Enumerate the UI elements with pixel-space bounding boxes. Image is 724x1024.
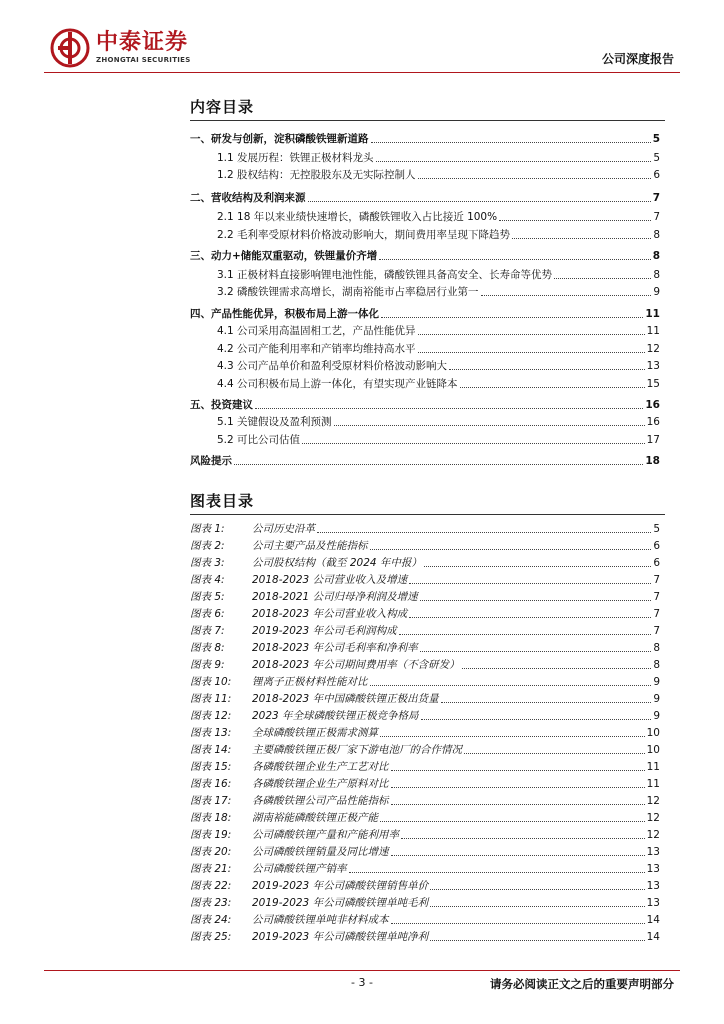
company-logo [50, 28, 191, 68]
footer-divider [44, 970, 680, 971]
figure-leader-dots [430, 940, 645, 941]
figure-page: 11 [646, 761, 660, 773]
figure-number: 图表 11: [190, 693, 232, 705]
toc-leader-dots [512, 238, 651, 239]
toc-entry-page: 16 [645, 399, 660, 411]
toc-entry-label: 2.1 18 年以来业绩快速增长，磷酸铁锂收入占比接近 100% [217, 211, 498, 223]
toc-leader-dots [418, 334, 645, 335]
figure-entry[interactable] [190, 877, 660, 893]
toc-entry[interactable] [190, 340, 660, 356]
toc-entry[interactable] [190, 166, 660, 182]
figure-number: 图表 2: [190, 540, 225, 552]
figure-caption: 各磷酸铁锂企业生产原料对比 [252, 778, 389, 790]
figure-entry[interactable] [190, 775, 660, 791]
figure-page: 7 [653, 591, 660, 603]
toc-leader-dots [418, 178, 652, 179]
figure-page: 12 [646, 812, 660, 824]
figure-number: 图表 21: [190, 863, 232, 875]
toc-leader-dots [481, 295, 652, 296]
toc-entry[interactable] [190, 226, 660, 242]
toc-entry[interactable] [190, 375, 660, 391]
figure-entry[interactable] [190, 809, 660, 825]
toc-entry-label: 四、产品性能优异，积极布局上游一体化 [190, 308, 379, 320]
figure-leader-dots [391, 923, 645, 924]
figure-leader-dots [420, 651, 652, 652]
toc-entry[interactable] [190, 431, 660, 447]
figure-leader-dots [391, 787, 645, 788]
toc-entry-page: 13 [646, 360, 660, 372]
toc-entry[interactable] [190, 247, 660, 263]
figure-leader-dots [441, 702, 652, 703]
figure-leader-dots [391, 770, 645, 771]
toc-leader-dots [499, 220, 651, 221]
toc-entry-label: 5.1 关键假设及盈利预测 [217, 416, 332, 428]
figure-entry[interactable] [190, 588, 660, 604]
toc-entry-page: 8 [653, 229, 660, 241]
toc-entry[interactable] [190, 130, 660, 146]
figure-leader-dots [391, 855, 645, 856]
figure-page: 9 [653, 676, 660, 688]
toc-entry-page: 5 [653, 152, 660, 164]
toc-leader-dots [308, 201, 651, 202]
figure-entry[interactable] [190, 622, 660, 638]
figure-page: 10 [646, 727, 660, 739]
toc-leader-dots [302, 443, 645, 444]
figure-entry[interactable] [190, 741, 660, 757]
toc-entry[interactable] [190, 396, 660, 412]
figure-leader-dots [464, 753, 645, 754]
figure-page: 6 [653, 557, 660, 569]
figure-caption: 2019-2023 年公司磷酸铁锂单吨净利 [252, 931, 429, 943]
toc-entry-label: 4.2 公司产能利用率和产销率均维持高水平 [217, 343, 416, 355]
toc-entry[interactable] [190, 305, 660, 321]
figure-number: 图表 17: [190, 795, 232, 807]
figure-number: 图表 1: [190, 523, 225, 535]
figure-entry[interactable] [190, 673, 660, 689]
figure-caption: 锂离子正极材料性能对比 [252, 676, 368, 688]
figure-leader-dots [380, 736, 645, 737]
toc-leader-dots [418, 352, 645, 353]
figure-number: 图表 16: [190, 778, 232, 790]
figure-leader-dots [462, 668, 652, 669]
figure-caption: 公司主要产品及性能指标 [252, 540, 368, 552]
figure-entry[interactable] [190, 571, 660, 587]
toc-entry-label: 4.1 公司采用高温固相工艺，产品性能优异 [217, 325, 416, 337]
page-header [0, 0, 724, 80]
toc-leader-dots [449, 369, 645, 370]
toc-entry-page: 18 [645, 455, 660, 467]
toc-entry-page: 9 [653, 286, 660, 298]
figure-entry[interactable] [190, 792, 660, 808]
toc-entry-page: 8 [652, 250, 660, 262]
figure-entry[interactable] [190, 690, 660, 706]
figure-entry[interactable] [190, 707, 660, 723]
figure-page: 13 [646, 897, 660, 909]
report-type: 公司深度报告 [601, 52, 674, 66]
figure-page: 10 [646, 744, 660, 756]
figure-entry[interactable] [190, 758, 660, 774]
figure-caption: 湖南裕能磷酸铁锂正极产能 [252, 812, 378, 824]
figure-page: 7 [653, 625, 660, 637]
figure-number: 图表 3: [190, 557, 225, 569]
toc-entry-label: 3.2 磷酸铁锂需求高增长，湖南裕能市占率稳居行业第一 [217, 286, 479, 298]
figure-page: 12 [646, 795, 660, 807]
figure-number: 图表 15: [190, 761, 232, 773]
toc-leader-dots [371, 142, 651, 143]
figure-entry[interactable] [190, 656, 660, 672]
toc-entry-page: 6 [653, 169, 660, 181]
figure-leader-dots [380, 821, 645, 822]
toc-entry-label: 3.1 正极材料直接影响锂电池性能，磷酸铁锂具备高安全、长寿命等优势 [217, 269, 553, 281]
figure-page: 14 [646, 931, 660, 943]
figure-leader-dots [370, 685, 652, 686]
figure-caption: 公司股权结构（截至 2024 年中报） [252, 557, 422, 569]
toc-leader-dots [376, 161, 652, 162]
figure-caption: 2018-2023 公司营业收入及增速 [252, 574, 408, 586]
figure-leader-dots [409, 583, 651, 584]
toc-entry-label: 4.3 公司产品单价和盈利受原材料价格波动影响大 [217, 360, 448, 372]
figure-number: 图表 22: [190, 880, 232, 892]
figure-leader-dots [401, 838, 645, 839]
figure-caption: 2018-2023 年公司期间费用率（不含研发） [252, 659, 460, 671]
toc-entry-page: 7 [653, 211, 660, 223]
figure-page: 7 [653, 574, 660, 586]
figure-number: 图表 23: [190, 897, 232, 909]
figure-caption: 各磷酸铁锂企业生产工艺对比 [252, 761, 389, 773]
toc-entry[interactable] [190, 208, 660, 224]
toc-entry-label: 三、动力+储能双重驱动，铁锂量价齐增 [190, 250, 378, 262]
figure-entry[interactable] [190, 520, 660, 536]
figure-number: 图表 20: [190, 846, 232, 858]
toc-entry-label: 一、研发与创新，淀积磷酸铁锂新道路 [190, 133, 369, 145]
figure-caption: 2018-2023 年公司毛利率和净利率 [252, 642, 418, 654]
figure-leader-dots [399, 634, 652, 635]
figure-page: 12 [646, 829, 660, 841]
toc-leader-dots [379, 259, 650, 260]
figure-page: 8 [653, 642, 660, 654]
figure-caption: 公司磷酸铁锂产量和产能利用率 [252, 829, 399, 841]
figure-leader-dots [420, 600, 652, 601]
toc-entry-label: 5.2 可比公司估值 [217, 434, 301, 446]
toc-entry[interactable] [190, 357, 660, 373]
figure-caption: 2018-2021 公司归母净利润及增速 [252, 591, 418, 603]
toc-entry[interactable] [190, 189, 660, 205]
figure-leader-dots [349, 872, 645, 873]
figure-caption: 公司磷酸铁锂产销率 [252, 863, 347, 875]
figure-entry[interactable] [190, 554, 660, 570]
figure-page: 8 [653, 659, 660, 671]
figure-number: 图表 10: [190, 676, 232, 688]
toc-entry-label: 4.4 公司积极布局上游一体化，有望实现产业链降本 [217, 378, 458, 390]
figure-leader-dots [370, 549, 652, 550]
figure-number: 图表 14: [190, 744, 232, 756]
figure-number: 图表 19: [190, 829, 232, 841]
figure-caption: 公司磷酸铁锂单吨非材料成本 [252, 914, 389, 926]
figure-entry[interactable] [190, 928, 660, 944]
figure-page: 5 [653, 523, 660, 535]
figure-caption: 2019-2023 年公司毛利润构成 [252, 625, 397, 637]
figure-number: 图表 12: [190, 710, 232, 722]
toc-entry-page: 12 [646, 343, 660, 355]
contents-title-divider [190, 120, 665, 121]
toc-entry-label: 1.2 股权结构：无控股股东及无实际控制人 [217, 169, 416, 181]
figure-caption: 公司磷酸铁锂销量及同比增速 [252, 846, 389, 858]
figure-entry[interactable] [190, 724, 660, 740]
figure-page: 14 [646, 914, 660, 926]
figure-leader-dots [430, 906, 645, 907]
toc-entry-label: 二、营收结构及利润来源 [190, 192, 306, 204]
figure-caption: 2023 年全球磷酸铁锂正极竞争格局 [252, 710, 419, 722]
figure-entry[interactable] [190, 639, 660, 655]
figure-entry[interactable] [190, 843, 660, 859]
figure-caption: 2018-2023 年公司营业收入构成 [252, 608, 408, 620]
figure-leader-dots [430, 889, 645, 890]
figure-page: 6 [653, 540, 660, 552]
figure-number: 图表 7: [190, 625, 225, 637]
figure-entry[interactable] [190, 826, 660, 842]
figure-number: 图表 6: [190, 608, 225, 620]
toc-entry-page: 11 [646, 325, 660, 337]
toc-leader-dots [334, 425, 645, 426]
toc-entry-page: 15 [646, 378, 660, 390]
toc-entry-page: 11 [645, 308, 660, 320]
figure-number: 图表 8: [190, 642, 225, 654]
figure-number: 图表 13: [190, 727, 232, 739]
figure-entry[interactable] [190, 605, 660, 621]
figure-number: 图表 9: [190, 659, 225, 671]
figure-page: 9 [653, 710, 660, 722]
figure-leader-dots [317, 532, 651, 533]
toc-entry[interactable] [190, 266, 660, 282]
figure-caption: 公司历史沿革 [252, 523, 315, 535]
toc-leader-dots [554, 278, 651, 279]
toc-leader-dots [460, 387, 645, 388]
toc-entry-label: 2.2 毛利率受原材料价格波动影响大，期间费用率呈现下降趋势 [217, 229, 511, 241]
figure-page: 9 [653, 693, 660, 705]
figure-number: 图表 24: [190, 914, 232, 926]
toc-entry[interactable] [190, 283, 660, 299]
toc-entry[interactable] [190, 452, 660, 468]
figure-caption: 全球磷酸铁锂正极需求测算 [252, 727, 378, 739]
figure-number: 图表 25: [190, 931, 232, 943]
toc-entry-page: 17 [646, 434, 660, 446]
toc-leader-dots [381, 317, 643, 318]
contents-title: 内容目录 [190, 98, 255, 116]
figure-entry[interactable] [190, 894, 660, 910]
figures-title: 图表目录 [190, 492, 255, 510]
figure-page: 13 [646, 846, 660, 858]
figure-entry[interactable] [190, 860, 660, 876]
disclaimer: 请务必阅读正文之后的重要声明部分 [490, 977, 674, 991]
figures-title-divider [190, 514, 665, 515]
header-divider [44, 72, 680, 73]
figure-page: 13 [646, 880, 660, 892]
figure-caption: 主要磷酸铁锂正极厂家下游电池厂的合作情况 [252, 744, 462, 756]
figure-caption: 2018-2023 年中国磷酸铁锂正极出货量 [252, 693, 439, 705]
figure-caption: 2019-2023 年公司磷酸铁锂单吨毛利 [252, 897, 429, 909]
figure-number: 图表 18: [190, 812, 232, 824]
figure-page: 11 [646, 778, 660, 790]
toc-entry[interactable] [190, 322, 660, 338]
figure-entry[interactable] [190, 537, 660, 553]
figure-leader-dots [424, 566, 651, 567]
figure-caption: 2019-2023 年公司磷酸铁锂销售单价 [252, 880, 429, 892]
figure-leader-dots [409, 617, 651, 618]
toc-entry-page: 5 [652, 133, 660, 145]
logo-en-text: ZHONGTAI SECURITIES [96, 56, 191, 64]
toc-leader-dots [234, 464, 643, 465]
figure-page: 7 [653, 608, 660, 620]
toc-entry-label: 五、投资建议 [190, 399, 253, 411]
figure-entry[interactable] [190, 911, 660, 927]
figure-leader-dots [391, 804, 645, 805]
figure-number: 图表 4: [190, 574, 225, 586]
figure-caption: 各磷酸铁锂公司产品性能指标 [252, 795, 389, 807]
figure-page: 13 [646, 863, 660, 875]
toc-entry-page: 8 [653, 269, 660, 281]
figure-number: 图表 5: [190, 591, 225, 603]
toc-leader-dots [255, 408, 643, 409]
toc-entry-label: 1.1 发展历程：铁锂正极材料龙头 [217, 152, 374, 164]
figure-leader-dots [421, 719, 652, 720]
toc-entry-page: 7 [652, 192, 660, 204]
toc-entry-label: 风险提示 [190, 455, 232, 467]
page-number: - 3 - [351, 976, 373, 989]
toc-entry[interactable] [190, 149, 660, 165]
toc-entry[interactable] [190, 413, 660, 429]
logo-cn-text: 中泰证券 [96, 30, 189, 55]
zhongtai-logo-icon [50, 28, 90, 68]
toc-entry-page: 16 [646, 416, 660, 428]
